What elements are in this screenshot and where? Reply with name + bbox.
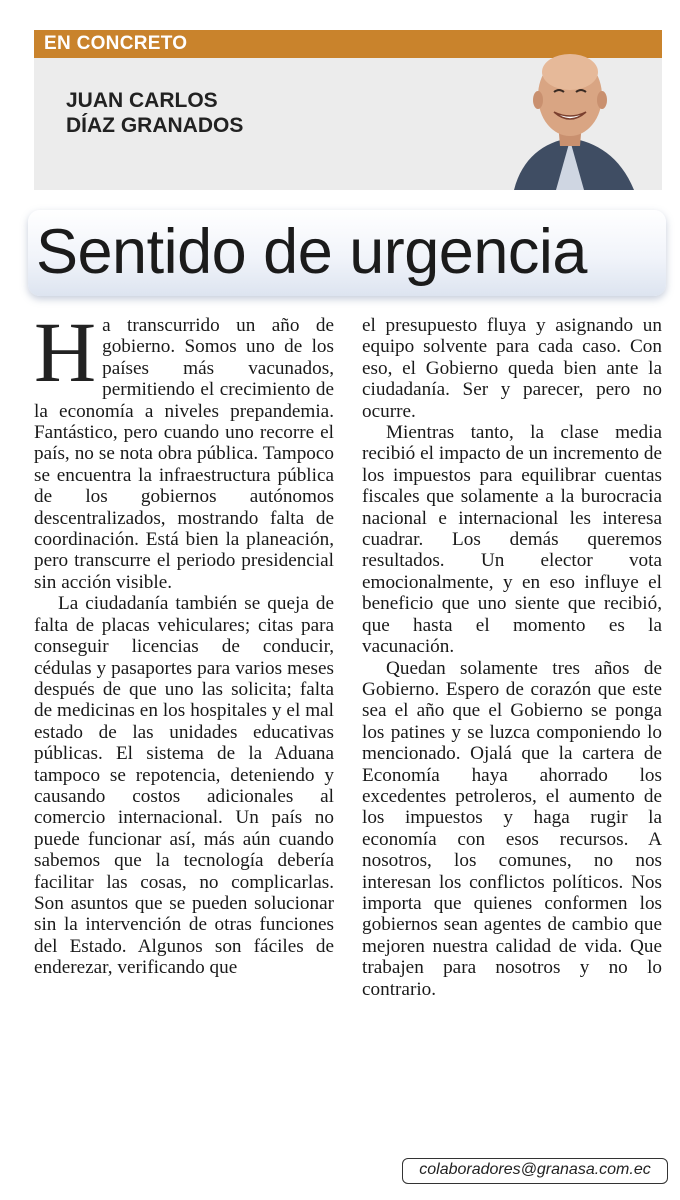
paragraph <box>34 304 334 593</box>
author-header <box>34 30 662 190</box>
headline-banner <box>28 210 666 296</box>
article-column-1 <box>34 304 334 979</box>
author-name <box>66 88 243 138</box>
contact-email[interactable]: colaboradores@granasa.com.ec <box>419 1161 651 1178</box>
contact-box <box>402 1158 668 1184</box>
section-label: EN CONCRETO <box>44 33 188 54</box>
paragraph: Mientras tanto, la clase media recibió el impacto de un incremento de los impuestos para equilibrar cuentas fiscales que solamente a la burocracia nacional e internacional les interesa cuadrar. Los demás queremos resultados. Un elector vota emocionalmente, y en eso influye el beneficio que uno siente que recibió, que hasta el momento es la vacunación. <box>362 422 662 658</box>
paragraph-text: a transcurrido un año de gobierno. Somos uno de los países más vacunados, permitiendo el crecimiento de la economía a niveles prepandemia. Fantástico, pero cuando uno recorre el país, no se nota obra pública. Tampoco se encuentra la infraestructura pública de los gobiernos autónomos descentralizados, mostrando falta de coordinación. Está bien la planeación, pero transcurre el periodo presidencial sin acción visible. <box>34 315 334 593</box>
article-column-2 <box>362 315 662 1000</box>
article-headline: Sentido de urgencia <box>36 217 587 287</box>
paragraph: Quedan solamente tres años de Gobierno. Espero de corazón que este sea el año que el Gobierno se ponga los patines y se luzca componiendo lo mencionado. Ojalá que la cartera de Economía haya ahorrado los excedentes petroleros, el aumento de los impuestos y haga rugir la economía con esos recursos. A nosotros, los comunes, no nos interesan los conflictos políticos. Nos importa que quienes conformen los gobiernos sean agentes de cambio que mejoren nuestra calidad de vida. Que trabajen para nosotros y no lo contrario. <box>362 657 662 1000</box>
drop-cap: H <box>34 304 97 400</box>
author-last-name: DÍAZ GRANADOS <box>66 114 244 137</box>
paragraph: La ciudadanía también se queja de falta de placas vehiculares; citas para conseguir licencias de conducir, cédulas y pasaportes para varios meses después de que uno las solicita; falta de medicinas en los hospitales y el mal estado de las unidades educativas públicas. El sistema de la Aduana tampoco se repotencia, deteniendo y causando costos adicionales al comercio internacional. Un país no puede funcionar así, más aún cuando sabemos que la tecnología debería facilitar las cosas, no complicarlas. Son asuntos que se pueden solucionar sin la intervención de otras funciones del Estado. Algunos son fáciles de enderezar, verificando que <box>34 593 334 979</box>
author-photo <box>474 30 662 190</box>
author-first-name: JUAN CARLOS <box>66 89 218 112</box>
author-portrait-image <box>474 30 662 190</box>
paragraph: el presupuesto fluya y asignando un equipo solvente para cada caso. Con eso, el Gobierno queda bien ante la ciudadanía. Ser y parecer, pero no ocurre. <box>362 315 662 422</box>
